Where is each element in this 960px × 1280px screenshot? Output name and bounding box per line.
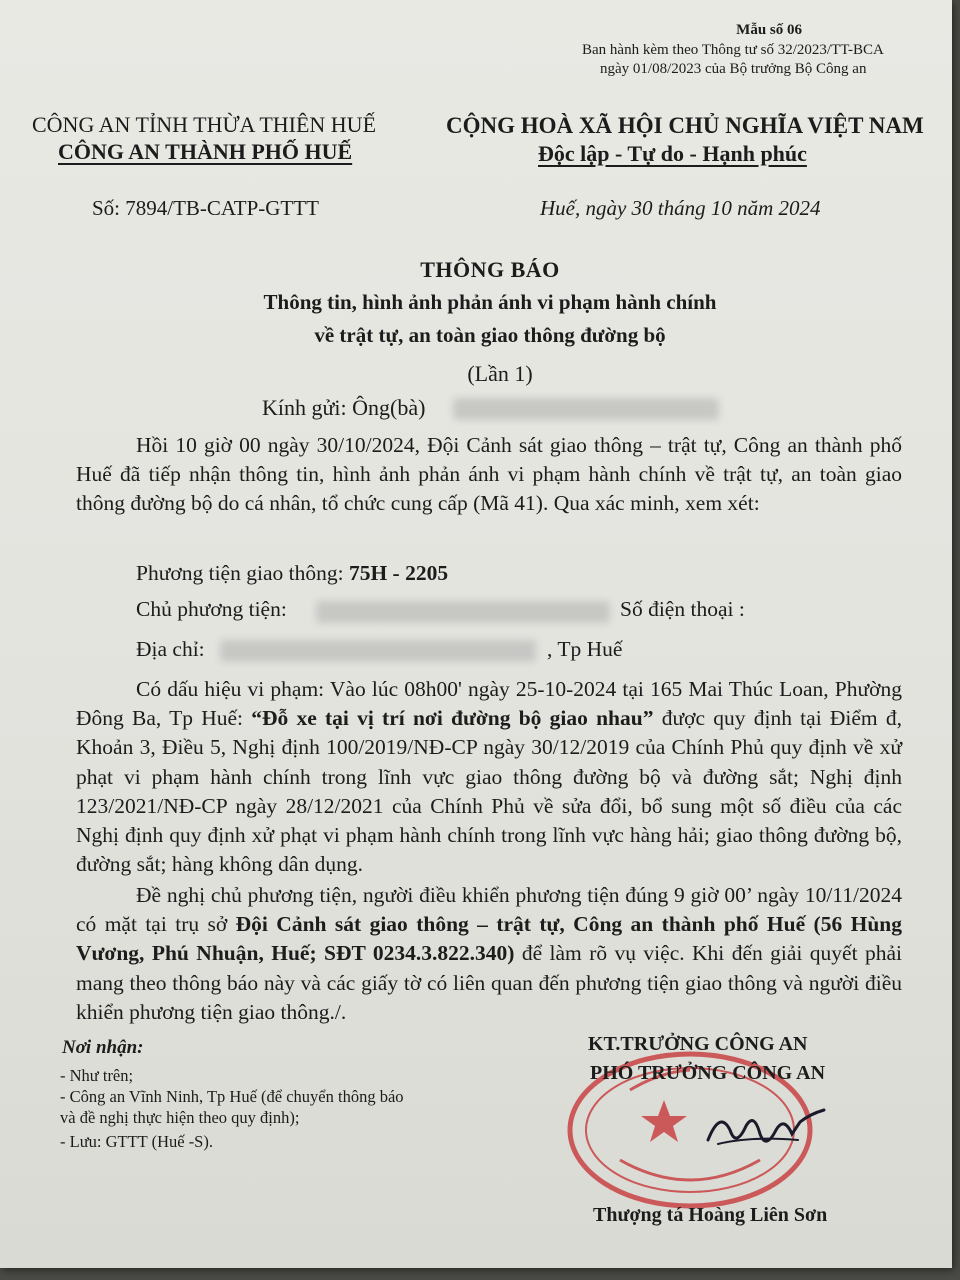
request-text-a: Đề nghị chủ phương tiện, người điều khiển phương tiện đúng 9 giờ 00’ ngày 10/11/2024 có mặt tại trụ sở (76, 883, 902, 937)
violation-text-b: được quy định tại Điểm đ, Khoản 3, Điều 5, Nghị định 100/2019/NĐ-CP ngày 30/12/2019 của Chính Phủ quy định về xử phạt vi phạm hành chính trong lĩnh vực giao thông đường bộ và đường sắt; Nghị định 123/2021/NĐ-CP ngày 28/12/2021 của Chính Phủ về sửa đổi, bổ sung một số điều của các Nghị định quy định xử phạt vi phạm hành chính trong lĩnh vực hàng hải; giao thông đường bộ, đường sắt; hàng không dân dụng. (76, 706, 903, 877)
signer-name: Thượng tá Hoàng Liên Sơn (593, 1204, 828, 1226)
form-reference-line-2: ngày 01/08/2023 của Bộ trưởng Bộ Công an (600, 61, 867, 77)
place-and-date: Huế, ngày 30 tháng 10 năm 2024 (540, 196, 821, 220)
recipient-item: - Như trên; (60, 1066, 134, 1085)
national-title: CỘNG HOÀ XÃ HỘI CHỦ NGHĨA VIỆT NAM (446, 113, 924, 138)
recipient-item: - Lưu: GTTT (Huế -S). (60, 1132, 213, 1151)
violation-text-a: Có dấu hiệu vi phạm: Vào lúc 08h00' ngày 25-10-2024 tại 165 Mai Thúc Loan, Phường Đông Ba, Tp Huế: (76, 677, 902, 731)
paragraph-intro: Hồi 10 giờ 00 ngày 30/10/2024, Đội Cảnh sát giao thông – trật tự, Công an thành phố Huế đã tiếp nhận thông tin, hình ảnh phản ánh vi phạm hành chính về trật tự, an toàn giao thông đường bộ do cá nhân, tổ chức cung cấp (Mã 41). Qua xác minh, xem xét: (76, 433, 902, 516)
redacted-owner-name (316, 601, 610, 623)
owner-label: Chủ phương tiện: (136, 597, 287, 621)
notice-round: (Lần 1) (467, 361, 533, 386)
signatory-title-2: PHÓ TRƯỞNG CÔNG AN (590, 1062, 826, 1084)
handwritten-signature (700, 1100, 830, 1160)
recipient-item: và đề nghị thực hiện theo quy định); (60, 1108, 300, 1127)
redacted-recipient-name (453, 398, 719, 420)
license-plate: 75H - 2205 (348, 561, 449, 585)
document-subtitle-1: Thông tin, hình ảnh phản ánh vi phạm hành chính (263, 290, 717, 314)
signatory-title-1: KT.TRƯỞNG CÔNG AN (588, 1033, 808, 1055)
recipient-item: - Công an Vĩnh Ninh, Tp Huế (để chuyển thông báo (60, 1087, 404, 1106)
form-reference-line-1: Ban hành kèm theo Thông tư số 32/2023/TT-BCA (582, 42, 884, 58)
violation-description: “Đỗ xe tại vị trí nơi đường bộ giao nhau” (251, 706, 654, 731)
paragraph-request (76, 881, 902, 1027)
national-motto: Độc lập - Tự do - Hạnh phúc (538, 141, 807, 166)
address-label: Địa chỉ: (136, 637, 205, 661)
address-city: , Tp Huế (547, 637, 623, 661)
document-title: THÔNG BÁO (420, 257, 560, 282)
vehicle-line (136, 561, 448, 586)
reporting-place: Đội Cảnh sát giao thông – trật tự, Công an thành phố Huế (56 Hùng Vương, Phú Nhuận, Huế; SĐT 0234.3.822.340) (76, 912, 902, 966)
issuing-agency-unit: CÔNG AN THÀNH PHỐ HUẾ (58, 139, 353, 164)
document-subtitle-2: về trật tự, an toàn giao thông đường bộ (314, 323, 666, 347)
redacted-address (220, 640, 536, 662)
salutation: Kính gửi: Ông(bà) (262, 395, 426, 420)
phone-label: Số điện thoại : (620, 597, 745, 621)
form-code: Mẫu số 06 (736, 22, 802, 38)
document-number: Số: 7894/TB-CATP-GTTT (92, 196, 319, 220)
recipients-heading: Nơi nhận: (62, 1037, 144, 1058)
vehicle-label: Phương tiện giao thông: (136, 561, 349, 585)
issuing-agency-parent: CÔNG AN TỈNH THỪA THIÊN HUẾ (32, 112, 377, 137)
request-text-b: để làm rõ vụ việc. Khi đến giải quyết phải mang theo thông báo này và các giấy tờ có liên quan đến phương tiện giao thông và người điều khiển phương tiện giao thông./. (76, 941, 902, 1024)
paragraph-violation (76, 675, 902, 879)
